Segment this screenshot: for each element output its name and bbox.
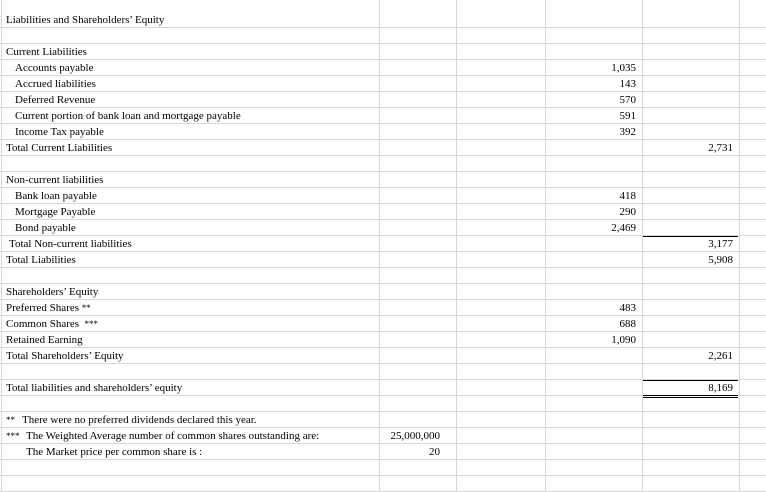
row-value: 2,469: [611, 222, 636, 234]
blank-row[interactable]: [0, 460, 766, 476]
table-row[interactable]: [0, 332, 766, 348]
subtotal-underline: [643, 236, 738, 237]
table-row[interactable]: [0, 188, 766, 204]
row-label-text: Preferred Shares: [6, 302, 79, 314]
table-row[interactable]: [0, 108, 766, 124]
blank-row[interactable]: [0, 476, 766, 492]
footnote-marker: **: [6, 415, 15, 425]
table-row[interactable]: [0, 92, 766, 108]
current-total-row[interactable]: [0, 140, 766, 156]
row-value: 1,090: [611, 334, 636, 346]
grand-total-label: Total liabilities and shareholders’ equity: [6, 382, 183, 394]
row-label: Accrued liabilities: [15, 78, 96, 90]
footnote-marker: ***: [6, 431, 20, 441]
note-row[interactable]: [0, 412, 766, 428]
current-total-label: Total Current Liabilities: [6, 142, 113, 154]
table-row[interactable]: [0, 300, 766, 316]
footnote-marker: ***: [84, 319, 99, 329]
equity-heading-row[interactable]: [0, 284, 766, 300]
row-value: 591: [619, 110, 636, 122]
row-value: 290: [619, 206, 636, 218]
noncurrent-total-row[interactable]: [0, 236, 766, 252]
note-row[interactable]: [0, 428, 766, 444]
table-row[interactable]: [0, 60, 766, 76]
row-label: Accounts payable: [15, 62, 94, 74]
note-text: The Market price per common share is :: [26, 446, 203, 458]
grand-total-value: 8,169: [708, 382, 733, 394]
note-value: 25,000,000: [390, 430, 440, 442]
row-value: 1,035: [611, 62, 636, 74]
equity-total-label: Total Shareholders’ Equity: [6, 350, 124, 362]
row-label-text: Common Shares: [6, 318, 80, 330]
total-liabilities-row[interactable]: [0, 252, 766, 268]
blank-row[interactable]: [0, 364, 766, 380]
row-value: 418: [619, 190, 636, 202]
noncurrent-heading: Non-current liabilities: [6, 174, 104, 186]
current-heading: Current Liabilities: [6, 46, 87, 58]
total-liabilities-value: 5,908: [708, 254, 733, 266]
equity-total-row[interactable]: [0, 348, 766, 364]
grand-total-row[interactable]: [0, 380, 766, 396]
row-label: Mortgage Payable: [15, 206, 96, 218]
row-value: 688: [619, 318, 636, 330]
note-text: The Weighted Average number of common shares outstanding are:: [26, 430, 320, 442]
section-title: Liabilities and Shareholders’ Equity: [6, 14, 165, 26]
blank-row[interactable]: [0, 268, 766, 284]
blank-row[interactable]: [0, 396, 766, 412]
total-liabilities-label: Total Liabilities: [6, 254, 76, 266]
current-heading-row[interactable]: [0, 44, 766, 60]
table-row[interactable]: [0, 316, 766, 332]
row-label: [6, 316, 98, 332]
row-label: Income Tax payable: [15, 126, 104, 138]
noncurrent-total-label: Total Non-current liabilities: [9, 238, 132, 250]
note-text: There were no preferred dividends declared this year.: [22, 414, 257, 426]
table-row[interactable]: [0, 220, 766, 236]
blank-row[interactable]: [0, 156, 766, 172]
table-row[interactable]: [0, 204, 766, 220]
row-label: Current portion of bank loan and mortgage payable: [15, 110, 241, 122]
blank-row[interactable]: [0, 28, 766, 44]
noncurrent-total-value: 3,177: [708, 238, 733, 250]
equity-heading: Shareholders’ Equity: [6, 286, 99, 298]
equity-total-value: 2,261: [708, 350, 733, 362]
row-label: Bank loan payable: [15, 190, 97, 202]
table-row[interactable]: [0, 76, 766, 92]
row-value: 143: [619, 78, 636, 90]
table-row[interactable]: [0, 124, 766, 140]
row-value: 392: [619, 126, 636, 138]
row-label: Deferred Revenue: [15, 94, 96, 106]
row-label: Retained Earning: [6, 334, 83, 346]
noncurrent-heading-row[interactable]: [0, 172, 766, 188]
title-row[interactable]: [0, 12, 766, 28]
row-label: [6, 300, 91, 316]
row-value: 570: [619, 94, 636, 106]
row-value: 483: [619, 302, 636, 314]
row-label: Bond payable: [15, 222, 76, 234]
note-value: 20: [429, 446, 440, 458]
footnote-marker: **: [81, 303, 91, 313]
current-total-value: 2,731: [708, 142, 733, 154]
grand-total-topline: [643, 380, 738, 381]
note-row[interactable]: [0, 444, 766, 460]
